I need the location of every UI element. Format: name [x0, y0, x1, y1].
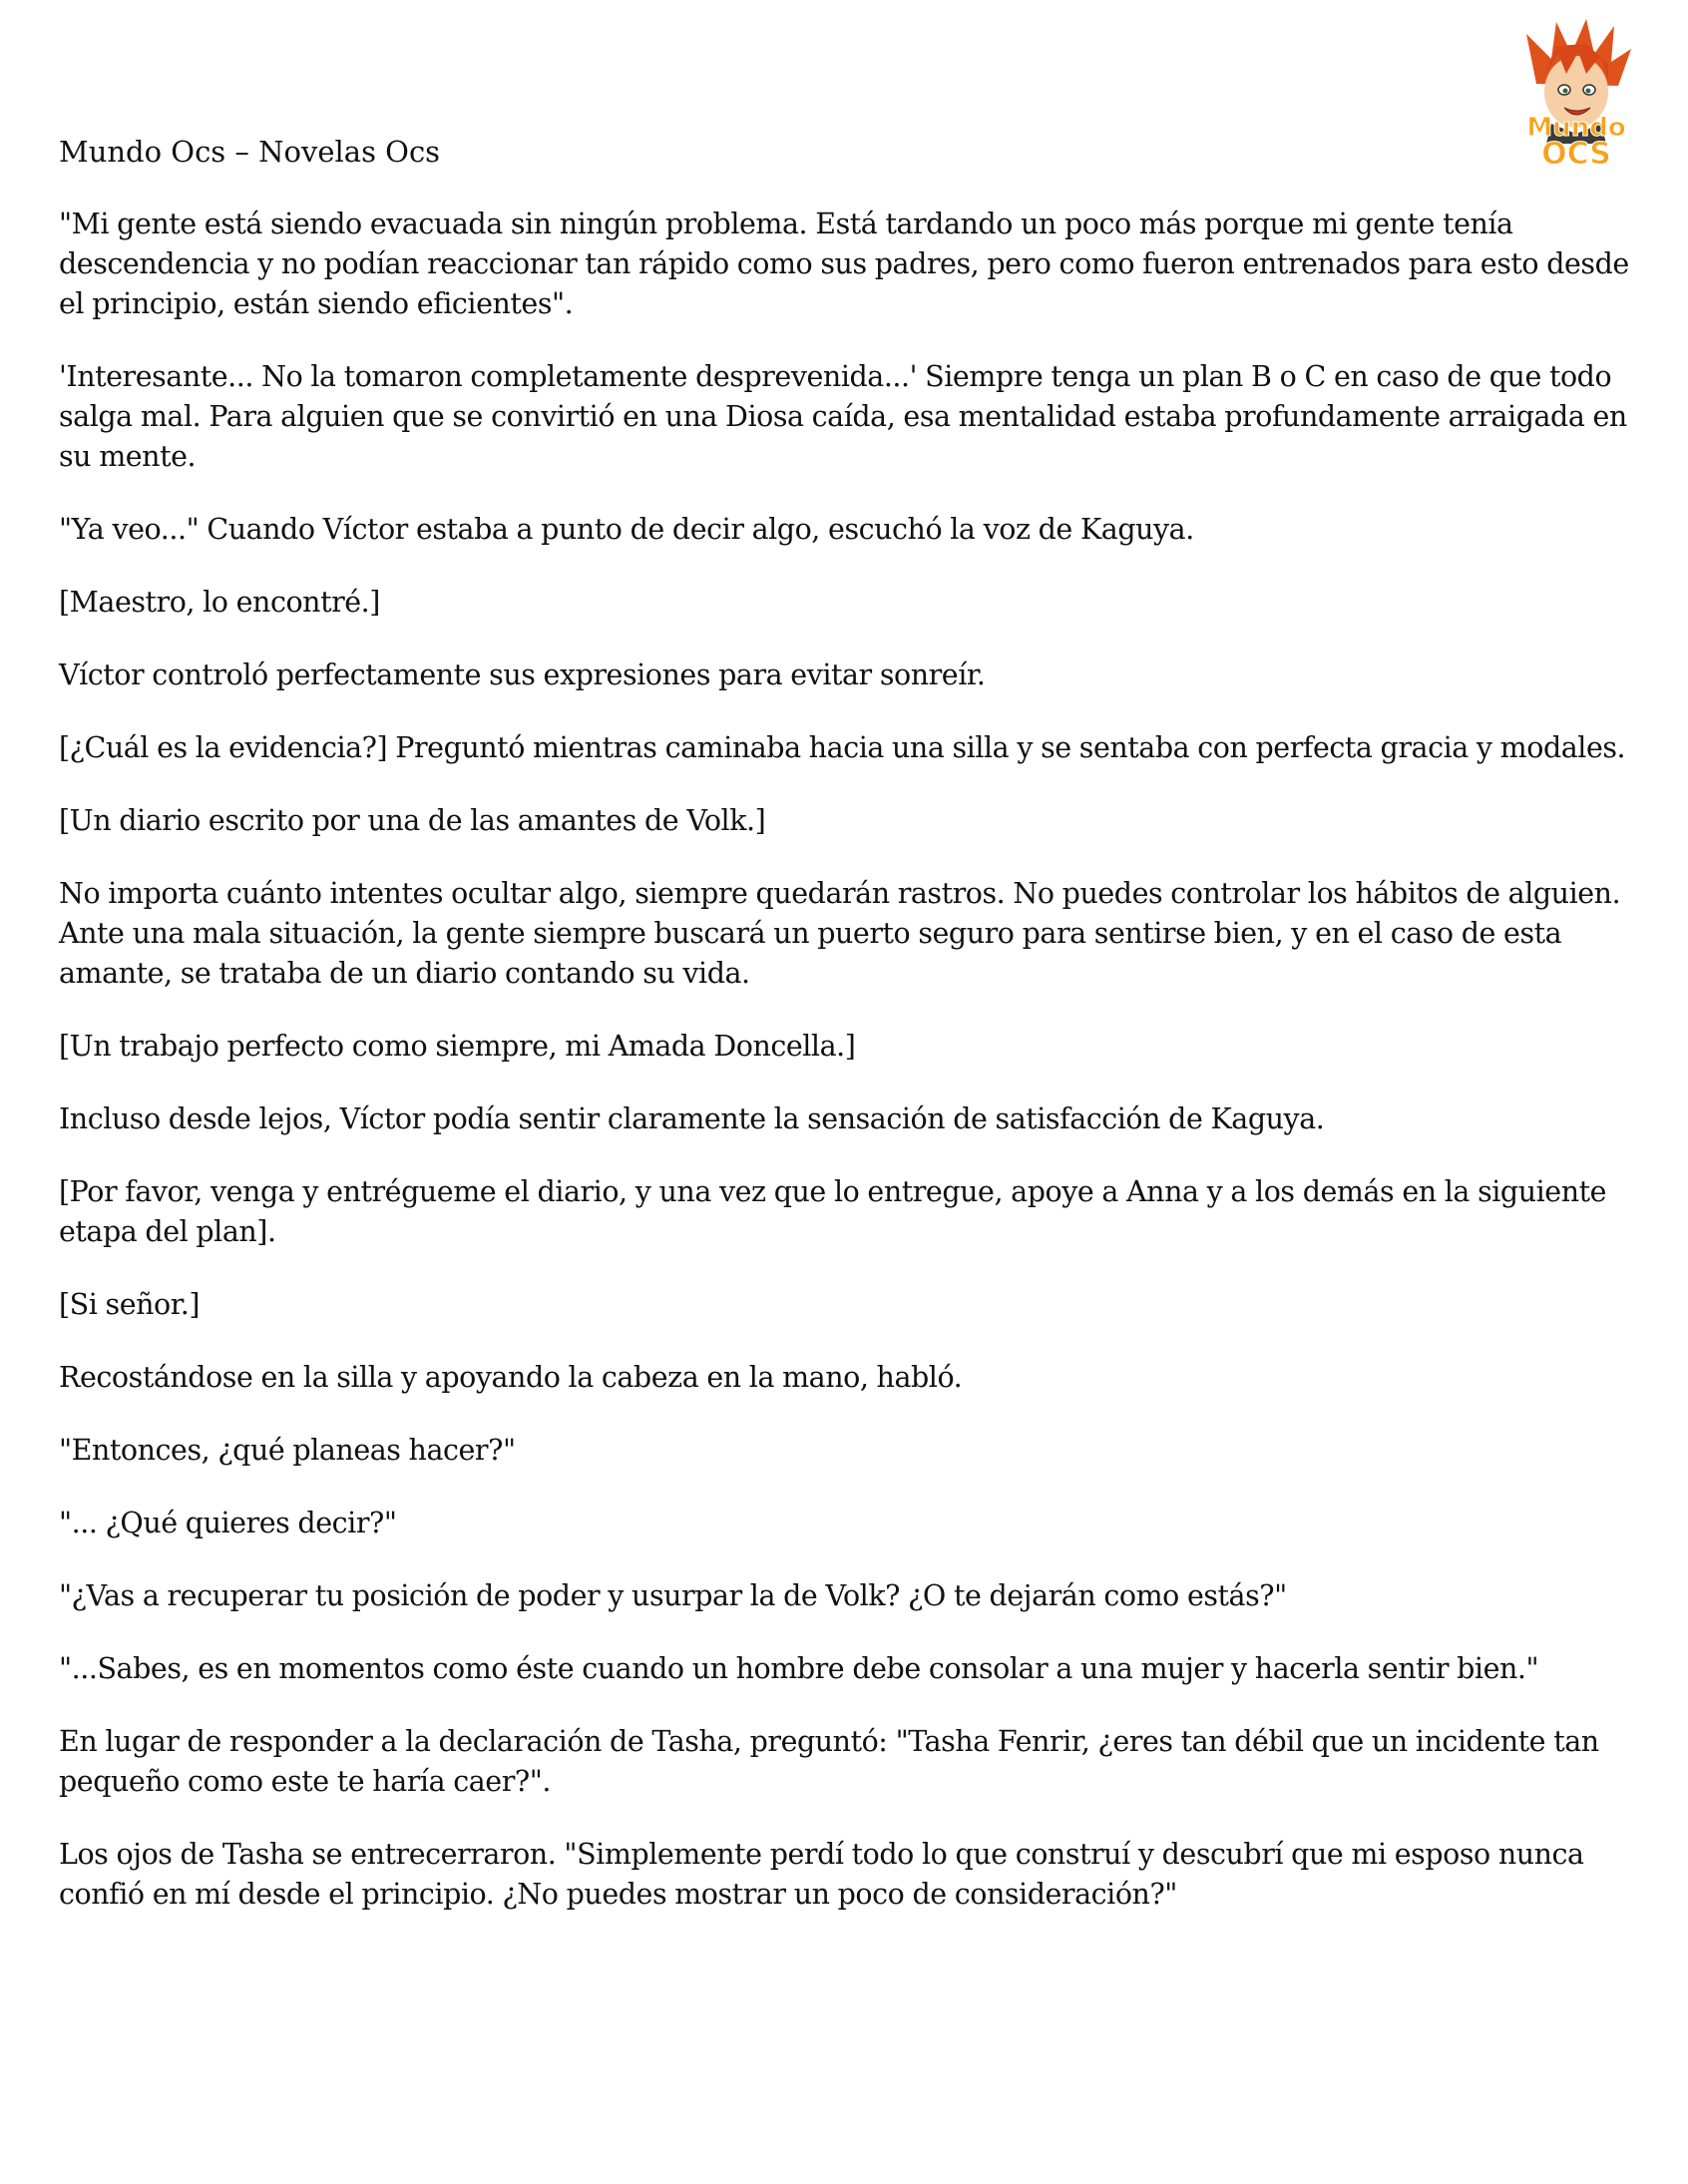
- logo-text-line2: OCS: [1541, 137, 1611, 172]
- paragraph: [¿Cuál es la evidencia?] Preguntó mientras caminaba hacia una silla y se sentaba con perfecta gracia y modales.: [59, 731, 1626, 764]
- paragraph: [Un diario escrito por una de las amantes de Volk.]: [59, 804, 766, 837]
- paragraph: [Maestro, lo encontré.]: [59, 586, 380, 619]
- paragraph: "Ya veo..." Cuando Víctor estaba a punto de decir algo, escuchó la voz de Kaguya.: [59, 513, 1194, 546]
- paragraph: "... ¿Qué quieres decir?": [59, 1507, 397, 1539]
- paragraph: [Un trabajo perfecto como siempre, mi Amada Doncella.]: [59, 1030, 856, 1063]
- novel-body: [59, 205, 1655, 1948]
- paragraph: "Mi gente está siendo evacuada sin ningún problema. Está tardando un poco más porque mi gente tenía descendencia y no podían reaccionar tan rápido como sus padres, pero como fueron entrenados para esto desde el principio, están siendo eficientes".: [59, 208, 1629, 320]
- paragraph: Incluso desde lejos, Víctor podía sentir claramente la sensación de satisfacción de Kaguya.: [59, 1102, 1325, 1135]
- mundo-ocs-logo: [1496, 14, 1656, 174]
- paragraph: "...Sabes, es en momentos como éste cuando un hombre debe consolar a una mujer y hacerla sentir bien.": [59, 1652, 1539, 1685]
- paragraph: Recostándose en la silla y apoyando la cabeza en la mano, habló.: [59, 1361, 963, 1394]
- paragraph: Víctor controló perfectamente sus expresiones para evitar sonreír.: [59, 658, 986, 691]
- paragraph: 'Interesante... No la tomaron completamente desprevenida...' Siempre tenga un plan B o C en caso de que todo salga mal. Para alguien que se convirtió en una Diosa caída, esa mentalidad estaba profundamente arraigada en su mente.: [59, 360, 1627, 473]
- paragraph: Los ojos de Tasha se entrecerraron. "Simplemente perdí todo lo que construí y descubrí que mi esposo nunca confió en mí desde el principio. ¿No puedes mostrar un poco de consideración?": [59, 1838, 1584, 1911]
- paragraph: [Por favor, venga y entrégueme el diario, y una vez que lo entregue, apoye a Anna y a los demás en la siguiente etapa del plan].: [59, 1175, 1607, 1248]
- paragraph: "Entonces, ¿qué planeas hacer?": [59, 1434, 516, 1467]
- logo-text-line1: Mundo: [1526, 113, 1626, 143]
- site-title: Mundo Ocs – Novelas Ocs: [59, 135, 441, 169]
- paragraph: [Si señor.]: [59, 1288, 201, 1321]
- paragraph: "¿Vas a recuperar tu posición de poder y usurpar la de Volk? ¿O te dejarán como estás?": [59, 1579, 1287, 1612]
- paragraph: En lugar de responder a la declaración de Tasha, preguntó: "Tasha Fenrir, ¿eres tan débil que un incidente tan pequeño como este te haría caer?".: [59, 1725, 1599, 1798]
- mundo-ocs-logo-icon: [1496, 14, 1656, 174]
- paragraph: No importa cuánto intentes ocultar algo, siempre quedarán rastros. No puedes controlar los hábitos de alguien. Ante una mala situación, la gente siempre buscará un puerto seguro para sentirse bien, y en el caso de esta amante, se trataba de un diario contando su vida.: [59, 877, 1621, 990]
